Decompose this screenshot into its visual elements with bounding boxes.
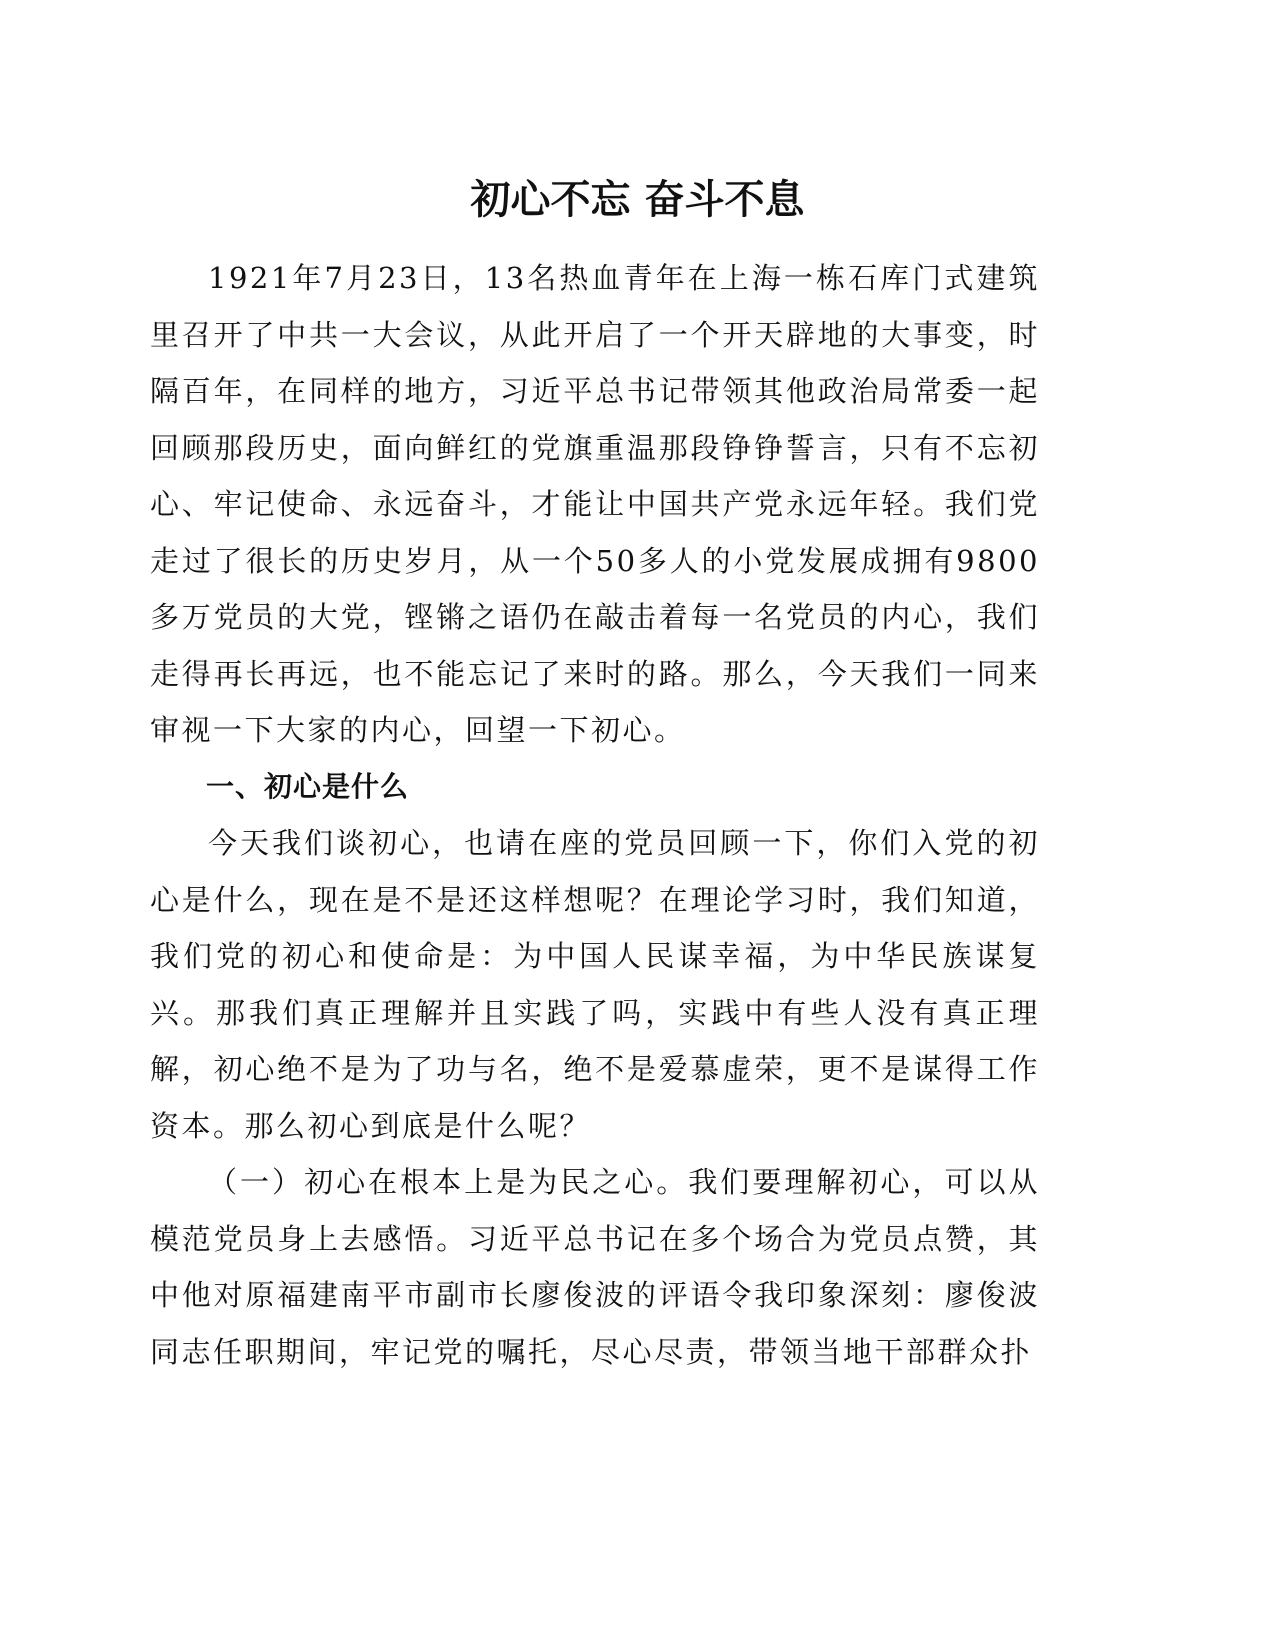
subsection-number: （一）	[208, 1165, 305, 1199]
subsection-paragraph	[150, 1154, 1040, 1380]
section-heading: 一、初心是什么	[206, 769, 410, 803]
document-body	[150, 250, 1040, 1380]
subsection-text: 初心在根本上是为民之心。我们要理解初心，可以从模范党员身上去感悟。习近平总书记在多个场合为党员点赞，其中他对原福建南平市副市长廖俊波的评语令我印象深刻：廖俊波同志任职期间，牢记党的嘱托，尽心尽责，带领当地干部群众扑	[150, 1165, 1040, 1369]
document-title: 初心不忘 奋斗不息	[470, 176, 805, 223]
section-paragraph: 今天我们谈初心，也请在座的党员回顾一下，你们入党的初心是什么，现在是不是还这样想呢？在理论学习时，我们知道，我们党的初心和使命是：为中国人民谋幸福，为中华民族谋复兴。那我们真正理解并且实践了吗，实践中有些人没有真正理解，初心绝不是为了功与名，绝不是爱慕虚荣，更不是谋得工作资本。那么初心到底是什么呢？	[150, 826, 1040, 1143]
intro-paragraph: 1921年7月23日，13名热血青年在上海一栋石库门式建筑里召开了中共一大会议，从此开启了一个开天辟地的大事变，时隔百年，在同样的地方，习近平总书记带领其他政治局常委一起回顾那段历史，面向鲜红的党旗重温那段铮铮誓言，只有不忘初心、牢记使命、永远奋斗，才能让中国共产党永远年轻。我们党走过了很长的历史岁月，从一个50多人的小党发展成拥有9800多万党员的大党，铿锵之语仍在敲击着每一名党员的内心，我们走得再长再远，也不能忘记了来时的路。那么，今天我们一同来审视一下大家的内心，回望一下初心。	[150, 261, 1040, 747]
